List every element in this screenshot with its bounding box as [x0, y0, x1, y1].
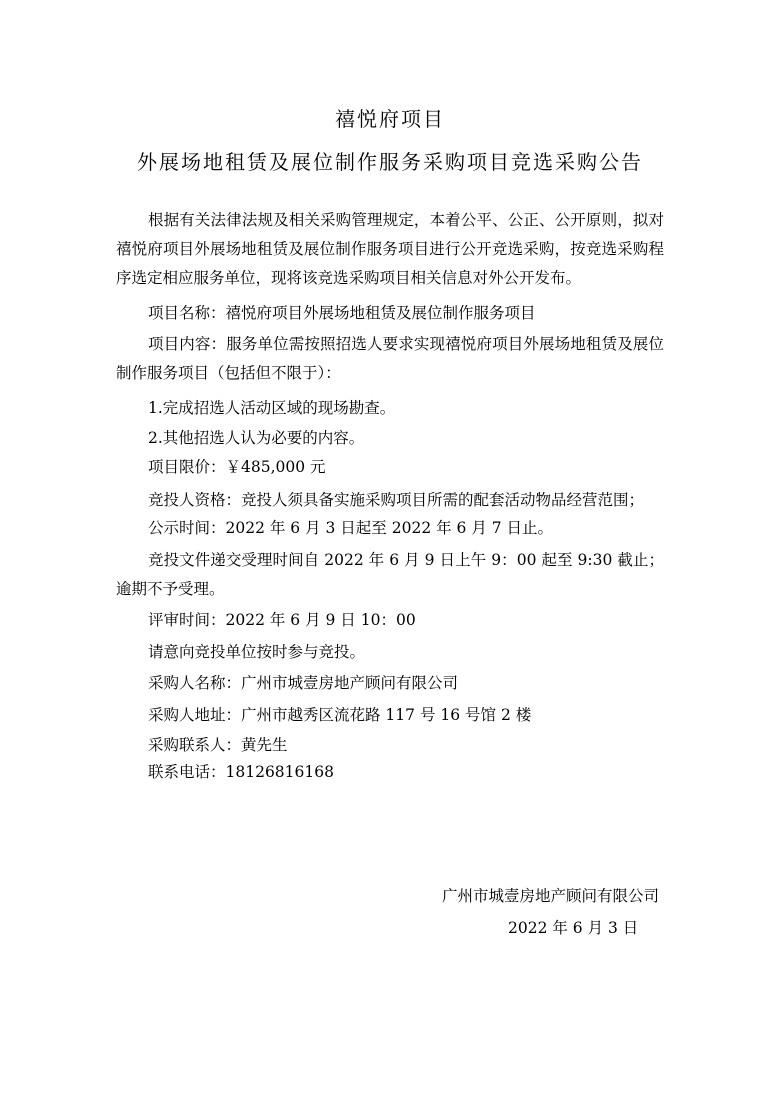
price-limit: 项目限价：￥485,000 元	[148, 458, 326, 476]
project-name: 项目名称：禧悦府项目外展场地租赁及展位制作服务项目	[148, 304, 536, 322]
buyer-name: 采购人名称：广州市城壹房地产顾问有限公司	[148, 674, 459, 692]
document-title-line-1: 禧悦府项目	[335, 107, 445, 131]
buyer-address: 采购人地址：广州市越秀区流花路 117 号 16 号馆 2 楼	[148, 706, 532, 724]
content-item-1: 1.完成招选人活动区域的现场勘查。	[148, 399, 396, 417]
review-time: 评审时间：2022 年 6 月 9 日 10：00	[148, 611, 416, 629]
contact-phone: 联系电话：18126816168	[148, 763, 334, 781]
contact-person: 采购联系人：黄先生	[148, 736, 288, 754]
invitation-text: 请意向竞投单位按时参与竞投。	[148, 643, 366, 661]
footer-company: 广州市城壹房地产顾问有限公司	[442, 887, 660, 905]
submission-time: 竞投文件递交受理时间自 2022 年 6 月 9 日上午 9：00 起至 9:30 截止；逾期不予受理。	[116, 551, 664, 598]
document-title-line-2: 外展场地租赁及展位制作服务采购项目竞选采购公告	[137, 150, 643, 174]
project-content: 项目内容：服务单位需按照招选人要求实现禧悦府项目外展场地租赁及展位制作服务项目（包括但不限于）：	[116, 335, 664, 382]
content-item-2: 2.其他招选人认为必要的内容。	[148, 429, 365, 447]
intro-paragraph: 根据有关法律法规及相关采购管理规定，本着公平、公正、公开原则，拟对禧悦府项目外展场地租赁及展位制作服务项目进行公开竞选采购，按竞选采购程序选定相应服务单位，现将该竞选采购项目相关信息对外公开发布。	[116, 211, 664, 287]
footer-date: 2022 年 6 月 3 日	[508, 919, 639, 937]
bidder-qualification: 竞投人资格：竞投人须具备实施采购项目所需的配套活动物品经营范围；	[148, 491, 645, 509]
notice-period: 公示时间：2022 年 6 月 3 日起至 2022 年 6 月 7 日止。	[148, 519, 554, 537]
